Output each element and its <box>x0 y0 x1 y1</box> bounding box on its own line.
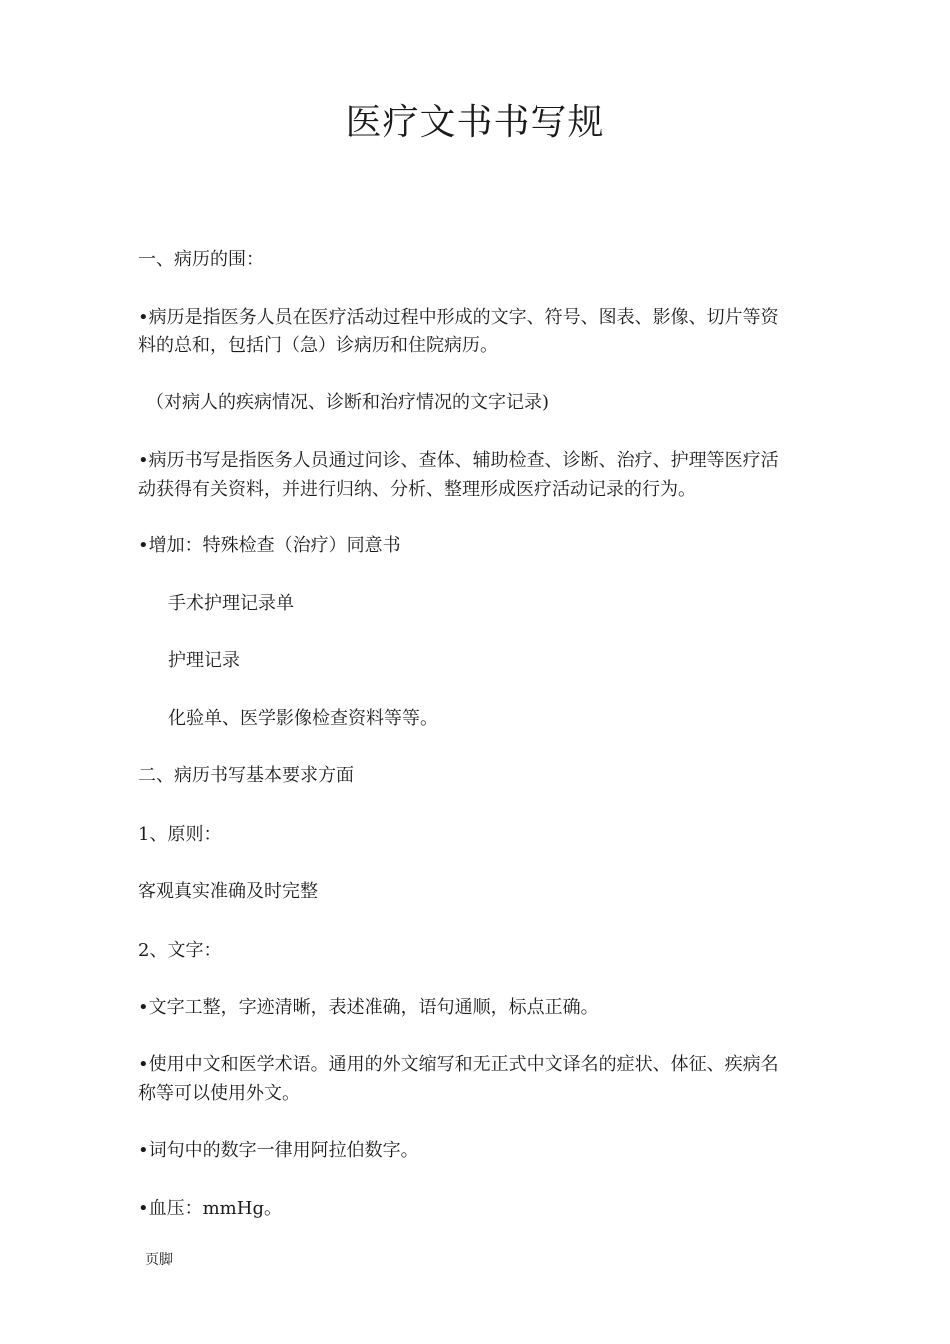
section-heading-2: 二、病历书写基本要求方面 <box>138 765 354 786</box>
paragraph-line: 称等可以使用外文。 <box>138 1083 300 1104</box>
list-item: •使用中文和医学术语。通用的外文缩写和无正式中文译名的症状、体征、疾病名 <box>138 1054 779 1075</box>
subsection-heading: 2、文字： <box>138 940 222 961</box>
section-heading-1: 一、病历的围： <box>138 249 264 270</box>
list-item-indented: 护理记录 <box>168 650 240 671</box>
document-title: 医疗文书书写规 <box>345 102 605 143</box>
paragraph-line: •病历书写是指医务人员通过问诊、查体、辅助检查、诊断、治疗、护理等医疗活 <box>138 450 779 471</box>
list-item: •词句中的数字一律用阿拉伯数字。 <box>138 1140 419 1161</box>
list-item-indented: 化验单、医学影像检查资料等等。 <box>168 708 438 729</box>
page-footer: 页脚 <box>145 1252 173 1268</box>
subsection-heading: 1、原则： <box>138 824 222 845</box>
list-item: •文字工整，字迹清晰，表述准确，语句通顺，标点正确。 <box>138 997 599 1018</box>
paragraph-line: 客观真实准确及时完整 <box>138 881 318 902</box>
list-item: •增加：特殊检查（治疗）同意书 <box>138 535 401 556</box>
list-item-indented: 手术护理记录单 <box>168 593 294 614</box>
paragraph-line: •病历是指医务人员在医疗活动过程中形成的文字、符号、图表、影像、切片等资 <box>138 307 779 328</box>
paragraph-line: 动获得有关资料，并进行归纳、分析、整理形成医疗活动记录的行为。 <box>138 479 696 500</box>
paragraph-line: 料的总和，包括门（急）诊病历和住院病历。 <box>138 335 498 356</box>
paragraph-note: （对病人的疾病情况、诊断和治疗情况的文字记录) <box>146 392 550 413</box>
list-item: •血压：mmHg。 <box>138 1198 282 1219</box>
